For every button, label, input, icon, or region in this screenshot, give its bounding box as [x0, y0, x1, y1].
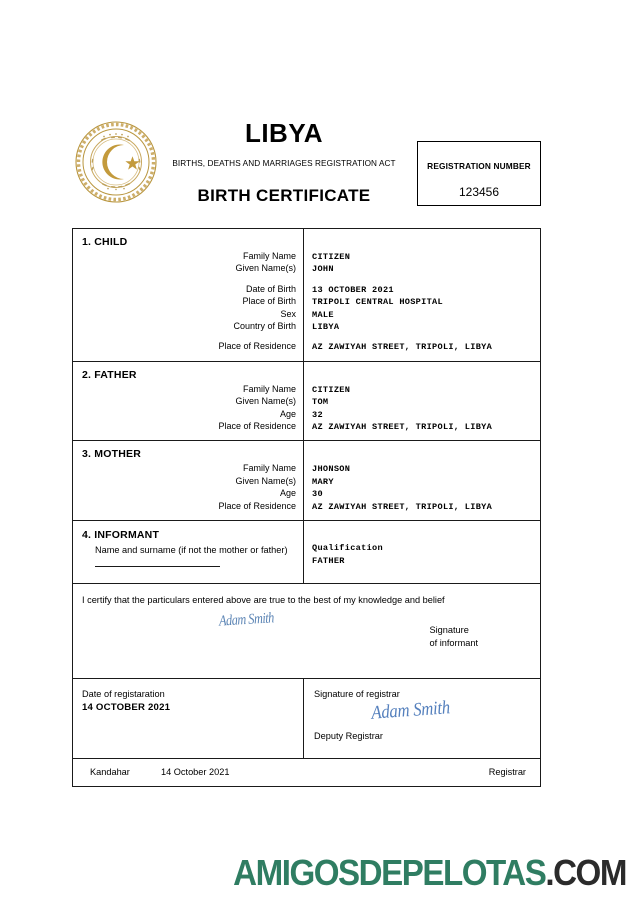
registration-number-label: REGISTRATION NUMBER	[427, 161, 531, 171]
label-child-date-of-birth: Date of Birth	[245, 283, 296, 294]
section-mother-title: 3. MOTHER	[82, 448, 141, 461]
title-block	[160, 118, 408, 206]
site-watermark	[233, 854, 626, 892]
informant-qualification-block	[312, 528, 534, 567]
value-child-place-of-birth: TRIPOLI CENTRAL HOSPITAL	[312, 297, 443, 308]
registration-number-value: 123456	[458, 185, 500, 199]
mother-label-list	[82, 462, 296, 512]
certification-statement: I certify that the particulars entered above are true to the best of my knowledge and belief	[82, 595, 445, 606]
label-mother-given-names: Given Name(s)	[235, 475, 296, 486]
value-father-age: 32	[312, 409, 323, 420]
child-label-list	[82, 250, 296, 353]
value-mother-age: 30	[312, 489, 323, 500]
section-child	[73, 229, 540, 362]
value-father-given-names: TOM	[312, 397, 329, 408]
father-label-list	[82, 383, 296, 433]
father-value-list	[312, 384, 534, 434]
label-mother-age: Age	[279, 488, 296, 499]
value-father-place-of-residence: AZ ZAWIYAH STREET, TRIPOLI, LIBYA	[312, 422, 493, 433]
label-child-place-of-birth: Place of Birth	[242, 296, 296, 307]
registration-number-box	[417, 141, 541, 206]
value-father-family-name: CITIZEN	[312, 384, 351, 395]
watermark-main: AMIGOSDEPELOTAS	[233, 852, 546, 893]
section-father-title: 2. FATHER	[82, 368, 137, 381]
spacer	[82, 332, 296, 340]
footer-registrar-role: Registrar	[488, 767, 526, 778]
value-child-family-name: CITIZEN	[312, 252, 351, 262]
value-child-date-of-birth: 13 OCTOBER 2021	[312, 284, 394, 295]
value-child-given-names: JOHN	[312, 264, 334, 275]
value-mother-family-name: JHONSON	[312, 464, 351, 475]
section-certification	[73, 584, 540, 679]
spacer	[312, 276, 534, 284]
section-informant	[73, 521, 540, 584]
section-father	[73, 362, 540, 442]
label-child-family-name: Family Name	[242, 251, 296, 261]
label-informant-qualification: Qualification	[312, 543, 383, 554]
certificate-header	[0, 0, 644, 220]
informant-signature-label-line1: Signature	[429, 625, 469, 636]
label-mother-place-of-residence: Place of Residence	[218, 500, 296, 511]
informant-signature: Adam Smith	[218, 610, 275, 630]
certificate-table	[72, 228, 541, 787]
informant-name-prompt: Name and surname (if not the mother or father)	[95, 545, 288, 556]
libya-national-seal-icon	[74, 120, 158, 204]
table-footer-row	[73, 759, 540, 786]
label-date-of-registration: Date of registaration	[82, 689, 165, 700]
act-subtitle: BIRTHS, DEATHS AND MARRIAGES REGISTRATION ACT	[172, 159, 396, 168]
footer-place: Kandahar	[90, 767, 130, 778]
section-child-title: 1. CHILD	[82, 236, 128, 248]
registrar-signature: Adam Smith	[370, 697, 451, 724]
label-child-sex: Sex	[280, 308, 296, 319]
value-informant-qualification: FATHER	[312, 555, 345, 566]
label-father-given-names: Given Name(s)	[235, 396, 296, 407]
label-child-country-of-birth: Country of Birth	[233, 321, 296, 332]
section-mother	[73, 441, 540, 521]
value-mother-place-of-residence: AZ ZAWIYAH STREET, TRIPOLI, LIBYA	[312, 501, 493, 512]
label-mother-family-name: Family Name	[242, 463, 296, 474]
spacer	[82, 275, 296, 283]
value-child-country-of-birth: LIBYA	[312, 322, 340, 333]
value-child-place-of-residence: AZ ZAWIYAH STREET, TRIPOLI, LIBYA	[312, 342, 493, 353]
label-child-given-names: Given Name(s)	[235, 263, 296, 274]
value-child-sex: MALE	[312, 309, 334, 320]
spacer	[312, 333, 534, 341]
child-value-list	[312, 251, 534, 354]
label-child-place-of-residence: Place of Residence	[218, 341, 296, 352]
informant-signature-label-line2: of informant	[429, 637, 478, 648]
footer-date: 14 October 2021	[161, 767, 230, 778]
informant-signature-label	[429, 624, 478, 649]
value-mother-given-names: MARY	[312, 476, 334, 487]
value-date-of-registration: 14 OCTOBER 2021	[82, 702, 171, 714]
section-informant-title: 4. INFORMANT	[82, 529, 160, 542]
deputy-registrar-label: Deputy Registrar	[314, 731, 383, 742]
label-father-family-name: Family Name	[242, 383, 296, 394]
document-title: BIRTH CERTIFICATE	[197, 186, 371, 205]
mother-value-list	[312, 463, 534, 513]
label-father-age: Age	[279, 408, 296, 419]
section-registration-details	[73, 679, 540, 759]
label-father-place-of-residence: Place of Residence	[218, 421, 296, 432]
country-title: LIBYA	[244, 118, 324, 148]
label-registrar-signature: Signature of registrar	[314, 689, 400, 700]
watermark-tld: .COM	[545, 852, 626, 893]
